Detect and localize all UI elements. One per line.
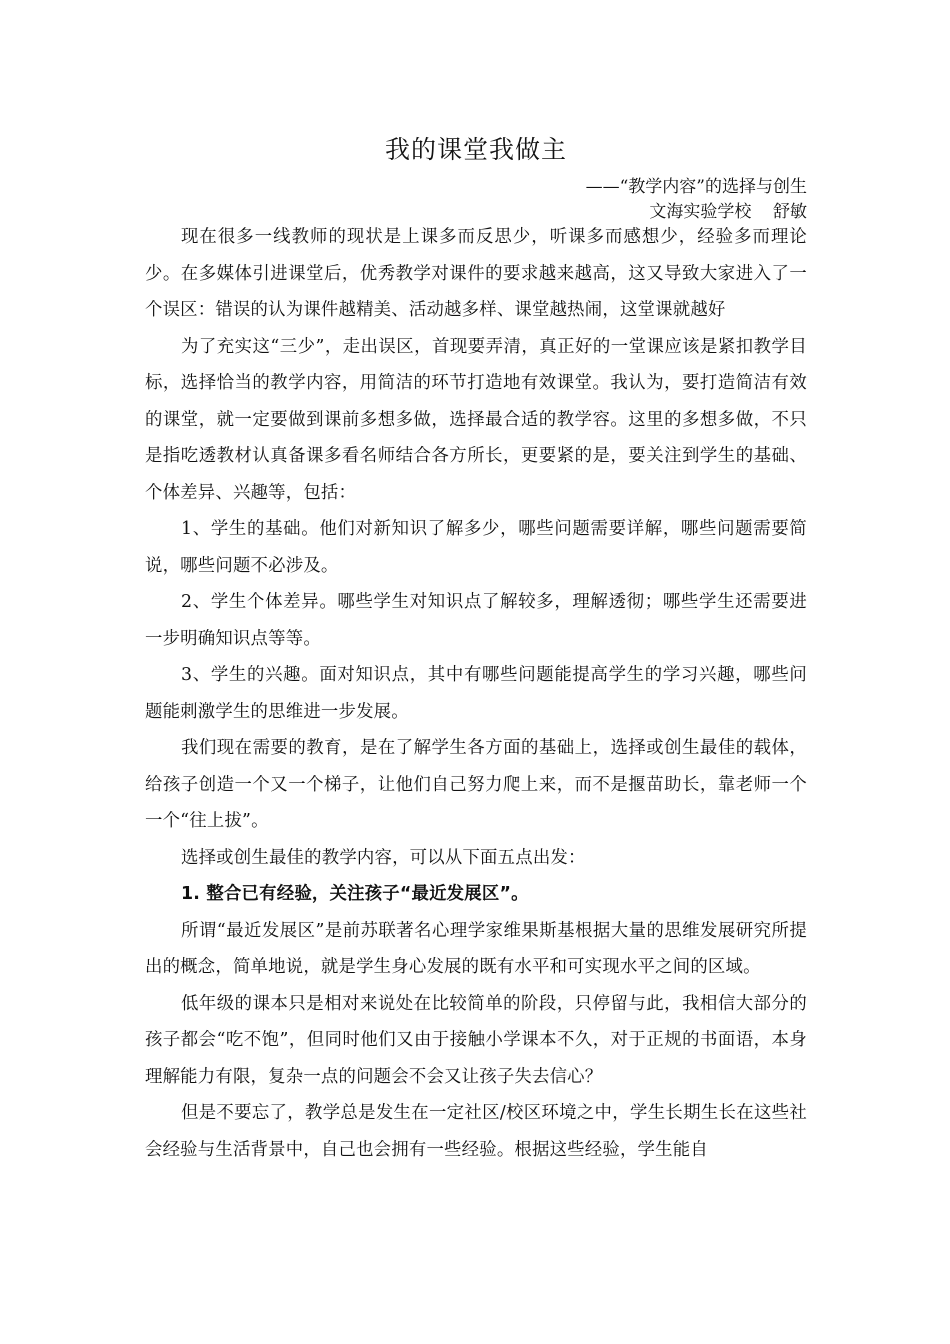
paragraph: 我们现在需要的教育，是在了解学生各方面的基础上，选择或创生最佳的载体，给孩子创造一个又一个梯子，让他们自己努力爬上来，而不是揠苗助长，靠老师一个一个“往上拔”。 (145, 738, 807, 831)
document-author: 文海实验学校 舒敏 (649, 202, 807, 222)
paragraph: 3、学生的兴趣。面对知识点，其中有哪些问题能提高学生的学习兴趣，哪些问题能刺激学生的思维进一步发展。 (145, 665, 807, 722)
paragraph: 现在很多一线教师的现状是上课多而反思少，听课多而感想少，经验多而理论少。在多媒体引进课堂后，优秀教学对课件的要求越来越高，这又导致大家进入了一个误区：错误的认为课件越精美、活动越多样、课堂越热闹，这堂课就越好 (145, 227, 807, 320)
document-subtitle: ——“教学内容”的选择与创生 (585, 177, 807, 197)
paragraph: 选择或创生最佳的教学内容，可以从下面五点出发： (181, 847, 586, 868)
paragraph: 为了充实这“三少”，走出误区，首现要弄清，真正好的一堂课应该是紧扣教学目标，选择恰当的教学内容，用简洁的环节打造地有效课堂。我认为，要打造简洁有效的课堂，就一定要做到课前多想多做，选择最合适的教学容。这里的多想多做，不只是指吃透教材认真备课多看名师结合各方所长，更要紧的是，要关注到学生的基础、个体差异、兴趣等，包括： (145, 336, 807, 503)
paragraph: 所谓“最近发展区”是前苏联著名心理学家维果斯基根据大量的思维发展研究所提出的概念，简单地说，就是学生身心发展的既有水平和可实现水平之间的区域。 (145, 920, 807, 977)
paragraph: 1、学生的基础。他们对新知识了解多少，哪些问题需要详解，哪些问题需要简说，哪些问题不必涉及。 (145, 519, 807, 576)
section-heading: 1. 整合已有经验，关注孩子“最近发展区”。 (181, 884, 529, 904)
paragraph: 2、学生个体差异。哪些学生对知识点了解较多，理解透彻；哪些学生还需要进一步明确知识点等等。 (145, 592, 807, 649)
document-body (145, 219, 807, 1168)
paragraph: 但是不要忘了，教学总是发生在一定社区/校区环境之中，学生长期生长在这些社会经验与生活背景中，自己也会拥有一些经验。根据这些经验，学生能自 (145, 1103, 807, 1160)
document-title: 我的课堂我做主 (384, 135, 567, 164)
paragraph: 低年级的课本只是相对来说处在比较简单的阶段，只停留与此，我相信大部分的孩子都会“吃不饱”，但同时他们又由于接触小学课本不久，对于正规的书面语，本身理解能力有限，复杂一点的问题会不会又让孩子失去信心？ (145, 993, 807, 1087)
